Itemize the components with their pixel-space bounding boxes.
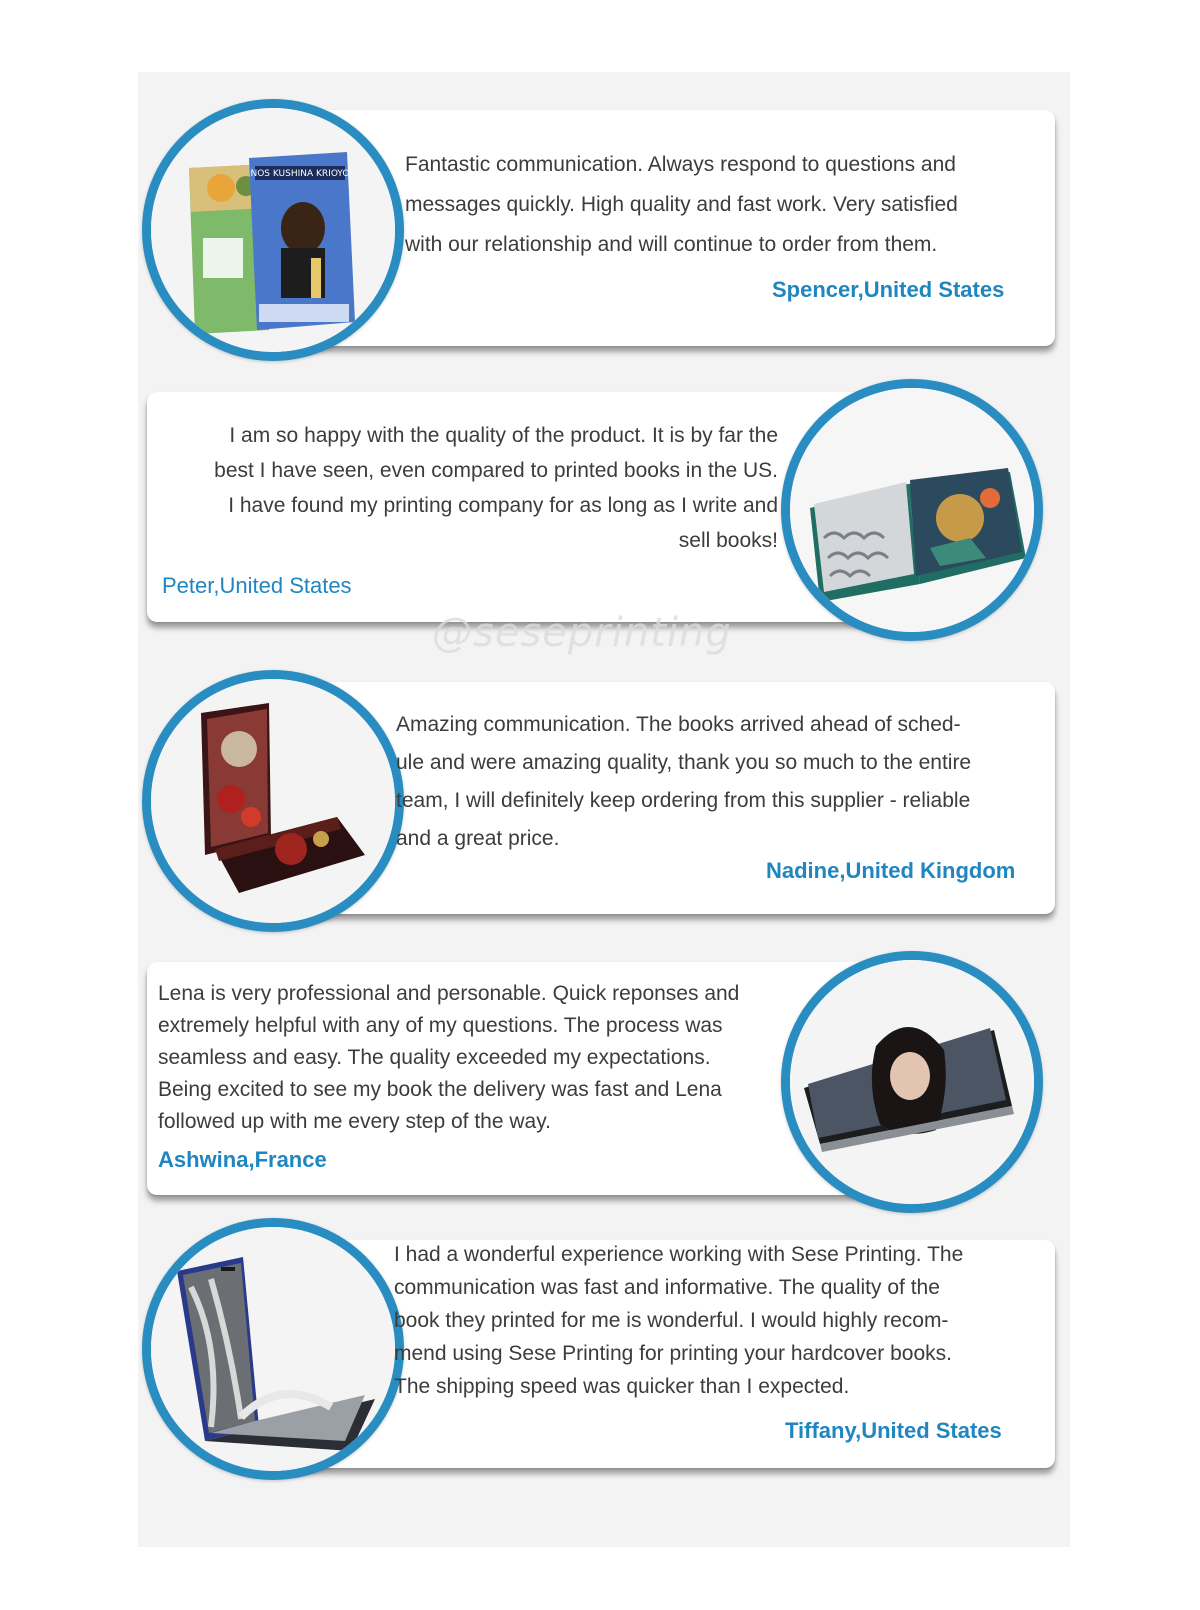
testimonial-quote-4: Lena is very professional and personable. Quick reponses and extremely helpful with any of my questions. The process was seamless and easy. The quality exceeded my expectations. Being excited to see my book the delivery was fast and Lena followed up with me every step of the way.: [158, 982, 740, 1133]
testimonial-quote-3: Amazing communication. The books arrived ahead of sched- ule and were amazing quality, thank you so much to the entire team, I will definitely keep ordering from this supplier - reliable and a great price.: [396, 713, 972, 850]
open-picture-book-icon: [781, 379, 1043, 641]
testimonial-quote-5: I had a wonderful experience working with Sese Printing. The communication was fast and informative. The quality of the book they printed for me is wonderful. I would highly recom- mend using Sese Printing for printing your hardcover books. The shipping speed was quicker than I expected.: [394, 1243, 964, 1398]
testimonial-author-4: Ashwina,France: [158, 1147, 327, 1172]
testimonial-quote-2: I am so happy with the quality of the product. It is by far the best I have seen, even compared to printed books in the US. I have found my printing company for as long as I write and sell books!: [214, 424, 778, 552]
watermark: @seseprinting: [432, 610, 732, 656]
photo-book-icon: [781, 951, 1043, 1213]
slipcase-box-set-icon: [142, 670, 404, 932]
testimonial-author-2: Peter,United States: [162, 573, 352, 598]
cookbook-photo-icon: [142, 99, 404, 361]
testimonial-author-5: Tiffany,United States: [785, 1418, 1002, 1443]
book-title-text: NOS KUSHINA KRIOYO: [250, 169, 350, 179]
testimonial-author-1: Spencer,United States: [772, 277, 1005, 302]
testimonial-author-3: Nadine,United Kingdom: [766, 858, 1016, 883]
hardcover-art-book-icon: [142, 1218, 404, 1480]
testimonial-quote-1: Fantastic communication. Always respond to questions and messages quickly. High quality and fast work. Very satisfied with our relationship and will continue to order from them.: [405, 153, 958, 256]
